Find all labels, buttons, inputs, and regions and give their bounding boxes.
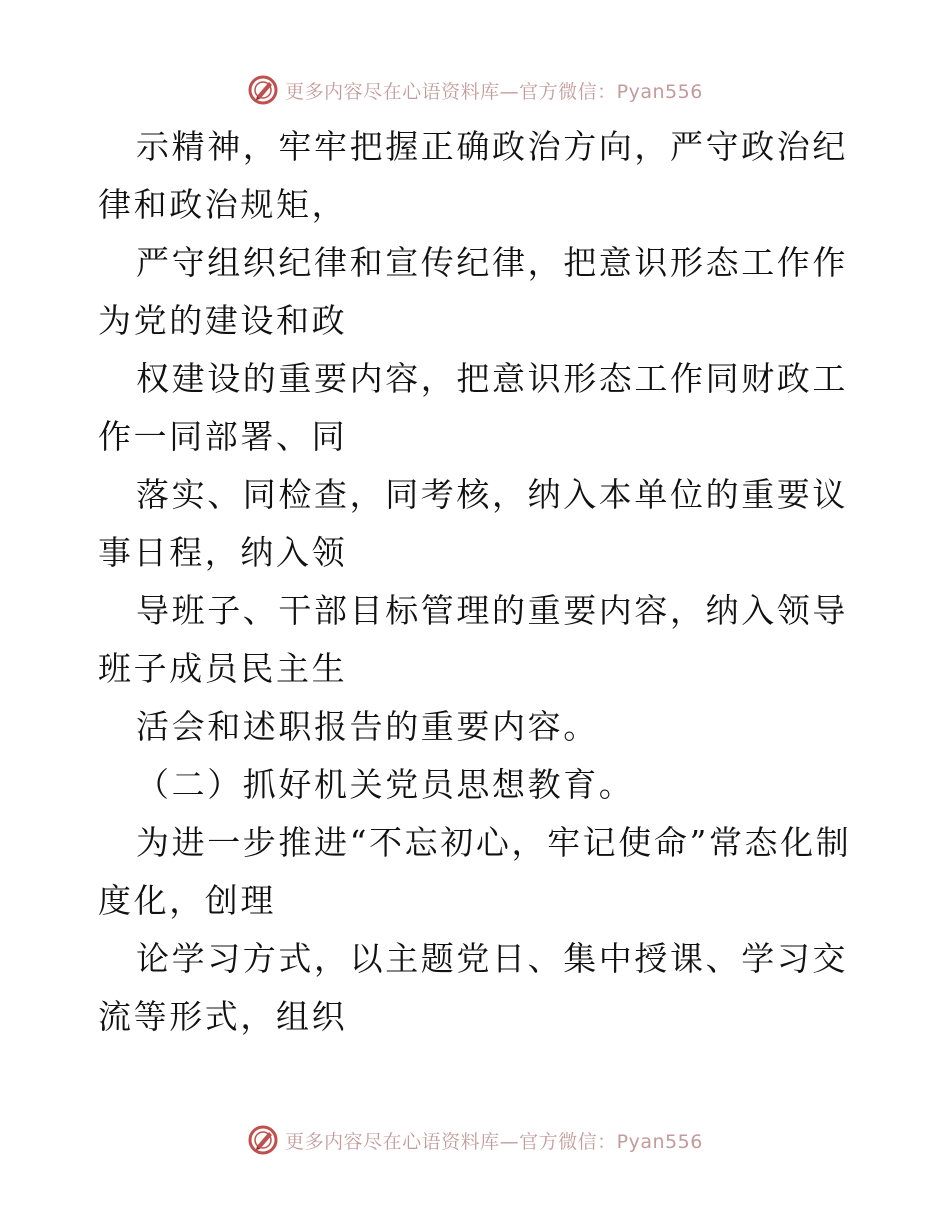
paragraph: 论学习方式，以主题党日、集中授课、学习交流等形式，组织 (98, 939, 848, 1036)
banner-text: 更多内容尽在心语资料库—官方微信：Pyan556 (285, 80, 703, 103)
section-heading: （二）抓好机关党员思想教育。 (136, 765, 635, 804)
header-banner (0, 72, 950, 108)
footer-banner (0, 1122, 950, 1158)
paragraph: 落实、同检查，同考核，纳入本单位的重要议事日程，纳入领 (98, 475, 848, 572)
paragraph: 权建设的重要内容，把意识形态工作同财政工作一同部署、同 (98, 359, 848, 456)
paragraph: 示精神，牢牢把握正确政治方向，严守政治纪律和政治规矩， (98, 127, 848, 224)
paragraph: 活会和述职报告的重要内容。 (136, 707, 599, 746)
paragraph: 为进一步推进“不忘初心，牢记使命”常态化制度化，创理 (98, 823, 852, 920)
pen-seal-logo-icon (247, 1124, 279, 1156)
paragraph: 导班子、干部目标管理的重要内容，纳入领导班子成员民主生 (98, 591, 848, 688)
pen-seal-logo-icon (247, 74, 279, 106)
document-body (98, 118, 858, 1046)
banner-text: 更多内容尽在心语资料库—官方微信：Pyan556 (285, 1130, 703, 1153)
paragraph: 严守组织纪律和宣传纪律，把意识形态工作作为党的建设和政 (98, 243, 848, 340)
